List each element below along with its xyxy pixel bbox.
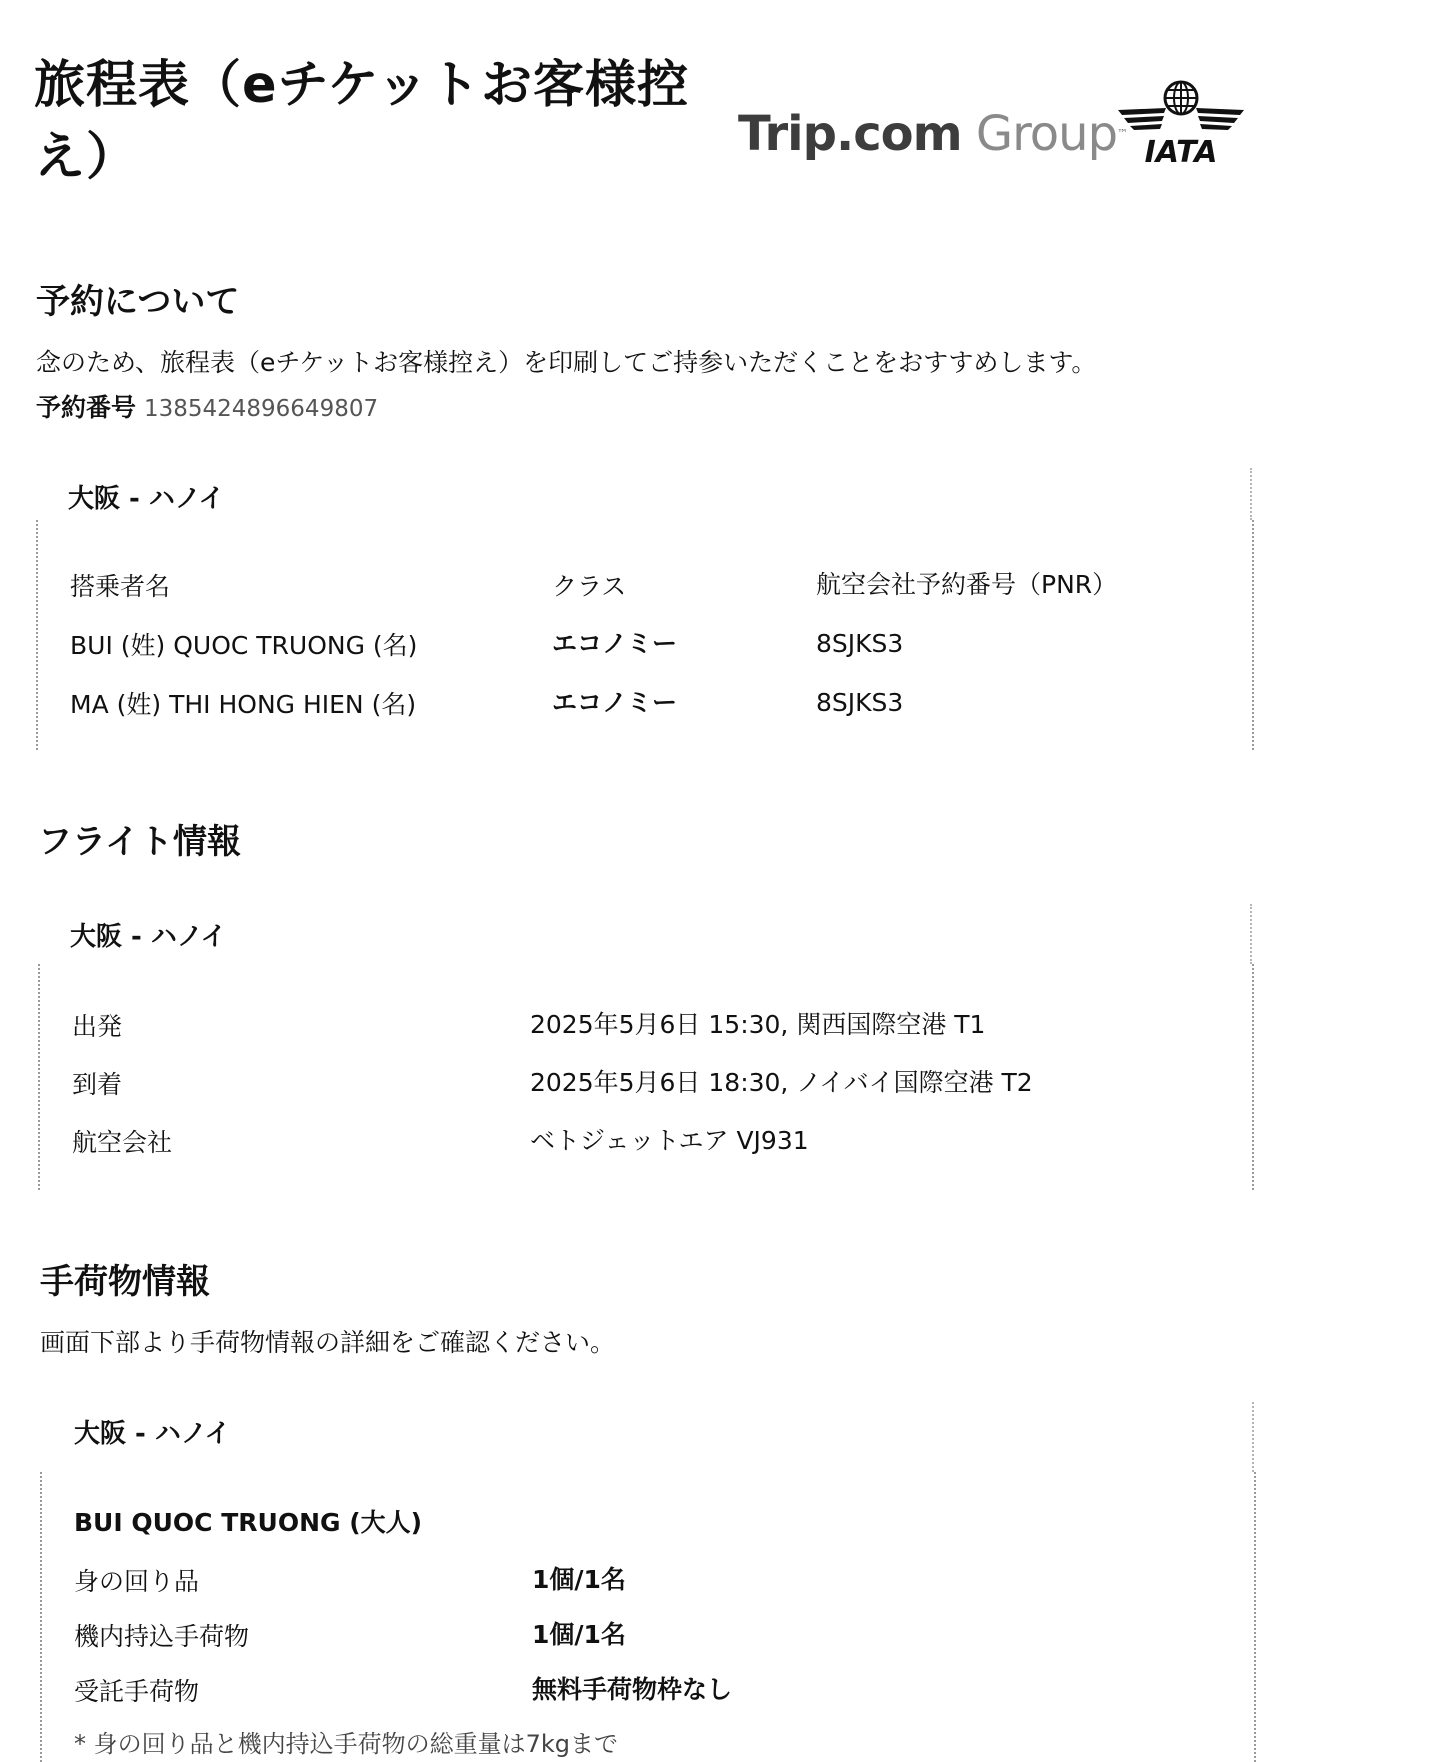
- flight-heading: フライト情報: [38, 822, 241, 862]
- column-class: クラス: [552, 572, 627, 601]
- arrival-label: 到着: [72, 1070, 123, 1099]
- column-pnr: 航空会社予約番号（PNR）: [816, 570, 1118, 599]
- baggage-route: 大阪 - ハノイ: [74, 1419, 231, 1449]
- airline-value: ベトジェットエア VJ931: [530, 1126, 809, 1155]
- baggage-notice: 画面下部より手荷物情報の詳細をご確認ください。: [40, 1328, 616, 1357]
- arrival-value: 2025年5月6日 18:30, ノイバイ国際空港 T2: [530, 1068, 1033, 1097]
- logo-trip-tm: ™: [1117, 127, 1128, 140]
- booking-number: [36, 391, 378, 426]
- passenger-name: BUI (姓) QUOC TRUONG (名): [70, 631, 418, 660]
- airline-label: 航空会社: [72, 1128, 173, 1157]
- print-notice: 念のため、旅程表（eチケットお客様控え）を印刷してご持参いただくことをおすすめします。: [36, 348, 1097, 377]
- column-passenger-name: 搭乗者名: [70, 572, 171, 601]
- personal-item-label: 身の回り品: [74, 1567, 200, 1596]
- passenger-name: MA (姓) THI HONG HIEN (名): [70, 690, 417, 719]
- trip-com-group-logo: [738, 104, 1127, 164]
- passenger-pnr: 8SJKS3: [816, 629, 904, 658]
- checked-baggage-label: 受託手荷物: [74, 1677, 200, 1706]
- logo-trip-brand: Trip.com: [738, 106, 962, 162]
- flight-route: 大阪 - ハノイ: [70, 922, 227, 952]
- baggage-passenger-name: BUI QUOC TRUONG (大人): [74, 1508, 423, 1537]
- iata-logo: [1116, 80, 1246, 170]
- passenger-class: エコノミー: [552, 629, 678, 658]
- baggage-heading: 手荷物情報: [40, 1262, 210, 1302]
- globe-icon: [1165, 82, 1197, 114]
- personal-item-value: 1個/1名: [532, 1565, 626, 1594]
- departure-value: 2025年5月6日 15:30, 関西国際空港 T1: [530, 1010, 986, 1039]
- departure-label: 出発: [72, 1012, 123, 1041]
- baggage-weight-note: * 身の回り品と機内持込手荷物の総重量は7kgまで: [74, 1730, 619, 1758]
- iata-wordmark: IATA: [1144, 135, 1218, 170]
- booking-route: 大阪 - ハノイ: [68, 484, 225, 514]
- passenger-pnr: 8SJKS3: [816, 688, 904, 717]
- checked-baggage-value: 無料手荷物枠なし: [532, 1675, 733, 1704]
- logo-trip-group: Group: [975, 106, 1118, 162]
- carry-on-value: 1個/1名: [532, 1620, 626, 1649]
- carry-on-label: 機内持込手荷物: [74, 1622, 250, 1651]
- passenger-class: エコノミー: [552, 688, 678, 717]
- booking-heading: 予約について: [36, 282, 240, 322]
- booking-number-label: 予約番号: [36, 393, 137, 422]
- page-title: 旅程表（eチケットお客様控え）: [34, 56, 690, 187]
- booking-number-value: 1385424896649807: [143, 396, 379, 422]
